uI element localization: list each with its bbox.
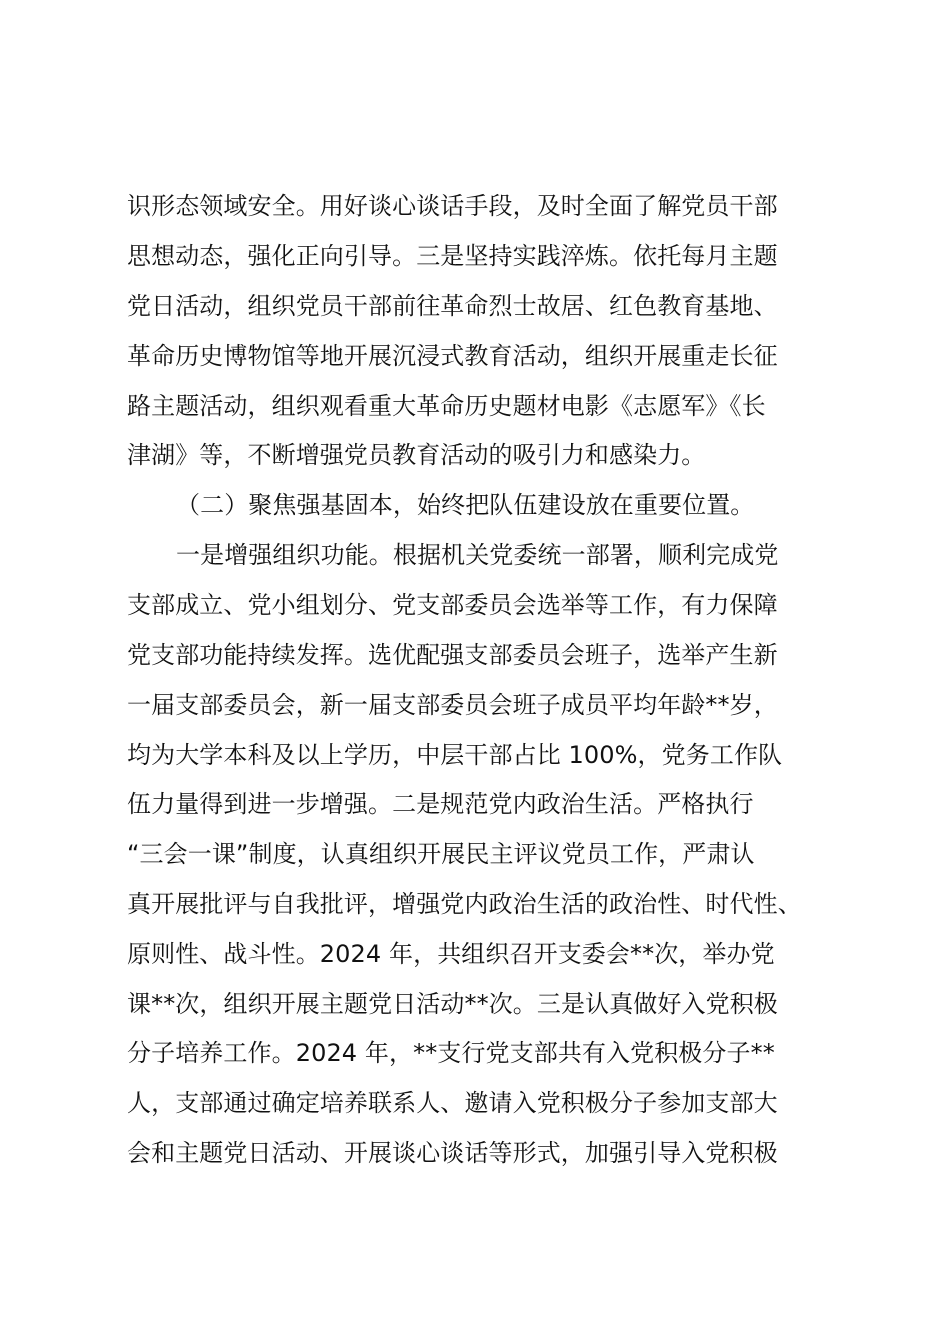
body-line: 革命历史博物馆等地开展沉浸式教育活动，组织开展重走长征 bbox=[127, 342, 778, 370]
body-line: 路主题活动，组织观看重大革命历史题材电影《志愿军》《长 bbox=[127, 392, 766, 420]
body-line: 党日活动，组织党员干部前往革命烈士故居、红色教育基地、 bbox=[127, 292, 778, 320]
body-line: 分子培养工作。2024 年，**支行党支部共有入党积极分子** bbox=[127, 1039, 775, 1067]
body-line: 支部成立、党小组划分、党支部委员会选举等工作，有力保障 bbox=[127, 591, 778, 619]
body-line: 伍力量得到进一步增强。二是规范党内政治生活。严格执行 bbox=[127, 790, 754, 818]
body-line: 识形态领域安全。用好谈心谈话手段，及时全面了解党员干部 bbox=[127, 192, 778, 220]
body-line: 均为大学本科及以上学历，中层干部占比 100%，党务工作队 bbox=[127, 741, 783, 769]
body-line: 真开展批评与自我批评，增强党内政治生活的政治性、时代性、 bbox=[127, 890, 802, 918]
body-line: 会和主题党日活动、开展谈心谈话等形式，加强引导入党积极 bbox=[127, 1139, 778, 1167]
section-heading: （二）聚焦强基固本，始终把队伍建设放在重要位置。 bbox=[176, 491, 755, 519]
body-line: “三会一课”制度，认真组织开展民主评议党员工作，严肃认 bbox=[127, 840, 755, 868]
body-line: 一届支部委员会，新一届支部委员会班子成员平均年龄**岁， bbox=[127, 691, 778, 719]
body-line: 党支部功能持续发挥。选优配强支部委员会班子，选举产生新 bbox=[127, 641, 778, 669]
body-line: 原则性、战斗性。2024 年，共组织召开支委会**次，举办党 bbox=[127, 940, 775, 968]
body-line: 思想动态，强化正向引导。三是坚持实践淬炼。依托每月主题 bbox=[127, 242, 778, 270]
body-line: 津湖》等，不断增强党员教育活动的吸引力和感染力。 bbox=[127, 441, 706, 469]
body-line: 课**次，组织开展主题党日活动**次。三是认真做好入党积极 bbox=[127, 990, 778, 1018]
body-line: 人，支部通过确定培养联系人、邀请入党积极分子参加支部大 bbox=[127, 1089, 778, 1117]
body-line: 一是增强组织功能。根据机关党委统一部署，顺利完成党 bbox=[176, 541, 779, 569]
